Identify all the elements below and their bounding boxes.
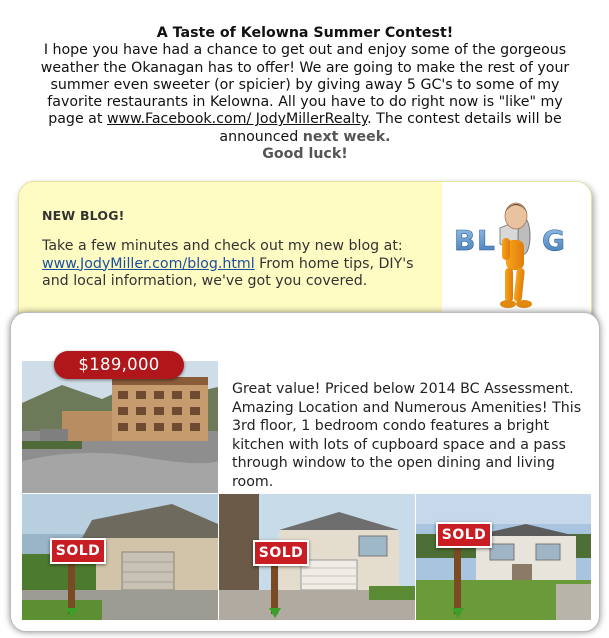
contest-body-text-2: . The contest details will be announced [219,111,562,145]
sold-badge: SOLD [253,540,309,566]
arrow-down-icon [452,608,464,618]
blog-heading: NEW BLOG! [42,208,125,223]
arrow-down-icon [66,608,78,618]
svg-text:B: B [454,224,476,257]
house-photo-icon [416,494,591,620]
sold-badge: SOLD [50,538,106,564]
facebook-link[interactable]: www.Facebook.com/ JodyMillerRealty [106,111,368,128]
blog-figure-icon [442,182,592,327]
sold-photo-2[interactable] [219,494,415,620]
contest-section [40,25,570,163]
blog-illustration [442,182,592,327]
contest-title: A Taste of Kelowna Summer Contest! [156,25,454,41]
price-tag: $189,000 [54,351,184,379]
blog-text [42,238,427,291]
sold-photo-1[interactable] [22,494,218,620]
contest-body-text: I hope you have had a chance to get out and enjoy some of the gorgeous weather the Okanagan has to offer! We are going to make the rest of your summer even sweeter (or spicier) by giving away 5 GC's to some of my favorite restaurants in Kelowna. All you have to do right now is "like" my page at [40,42,570,128]
contest-body [40,42,570,163]
listing-photo[interactable] [22,361,218,493]
svg-text:L: L [477,224,495,257]
sold-photo-3[interactable] [416,494,591,620]
blog-link[interactable]: www.JodyMiller.com/blog.html [42,255,255,272]
sold-badge: SOLD [436,522,492,548]
arrow-down-icon [269,608,281,618]
house-photo-icon [219,494,415,620]
condo-photo-icon [22,361,218,493]
blog-callout [18,181,592,327]
listing-description: Great value! Priced below 2014 BC Assessment. Amazing Location and Numerous Amenities! This 3rd floor, 1 bedroom condo features a bright kitchen with lots of cupboard space and a pass through window to the open dining and living room. [232,381,582,490]
next-week-text: next week. [302,128,391,145]
svg-text:G: G [542,224,565,257]
blog-text-2: From home tips, DIY's and local information, we've got you covered. [42,255,414,289]
good-luck-text: Good luck! [262,146,348,163]
blog-text-1: Take a few minutes and check out my new blog at: [42,238,403,254]
listing-card [10,312,600,632]
